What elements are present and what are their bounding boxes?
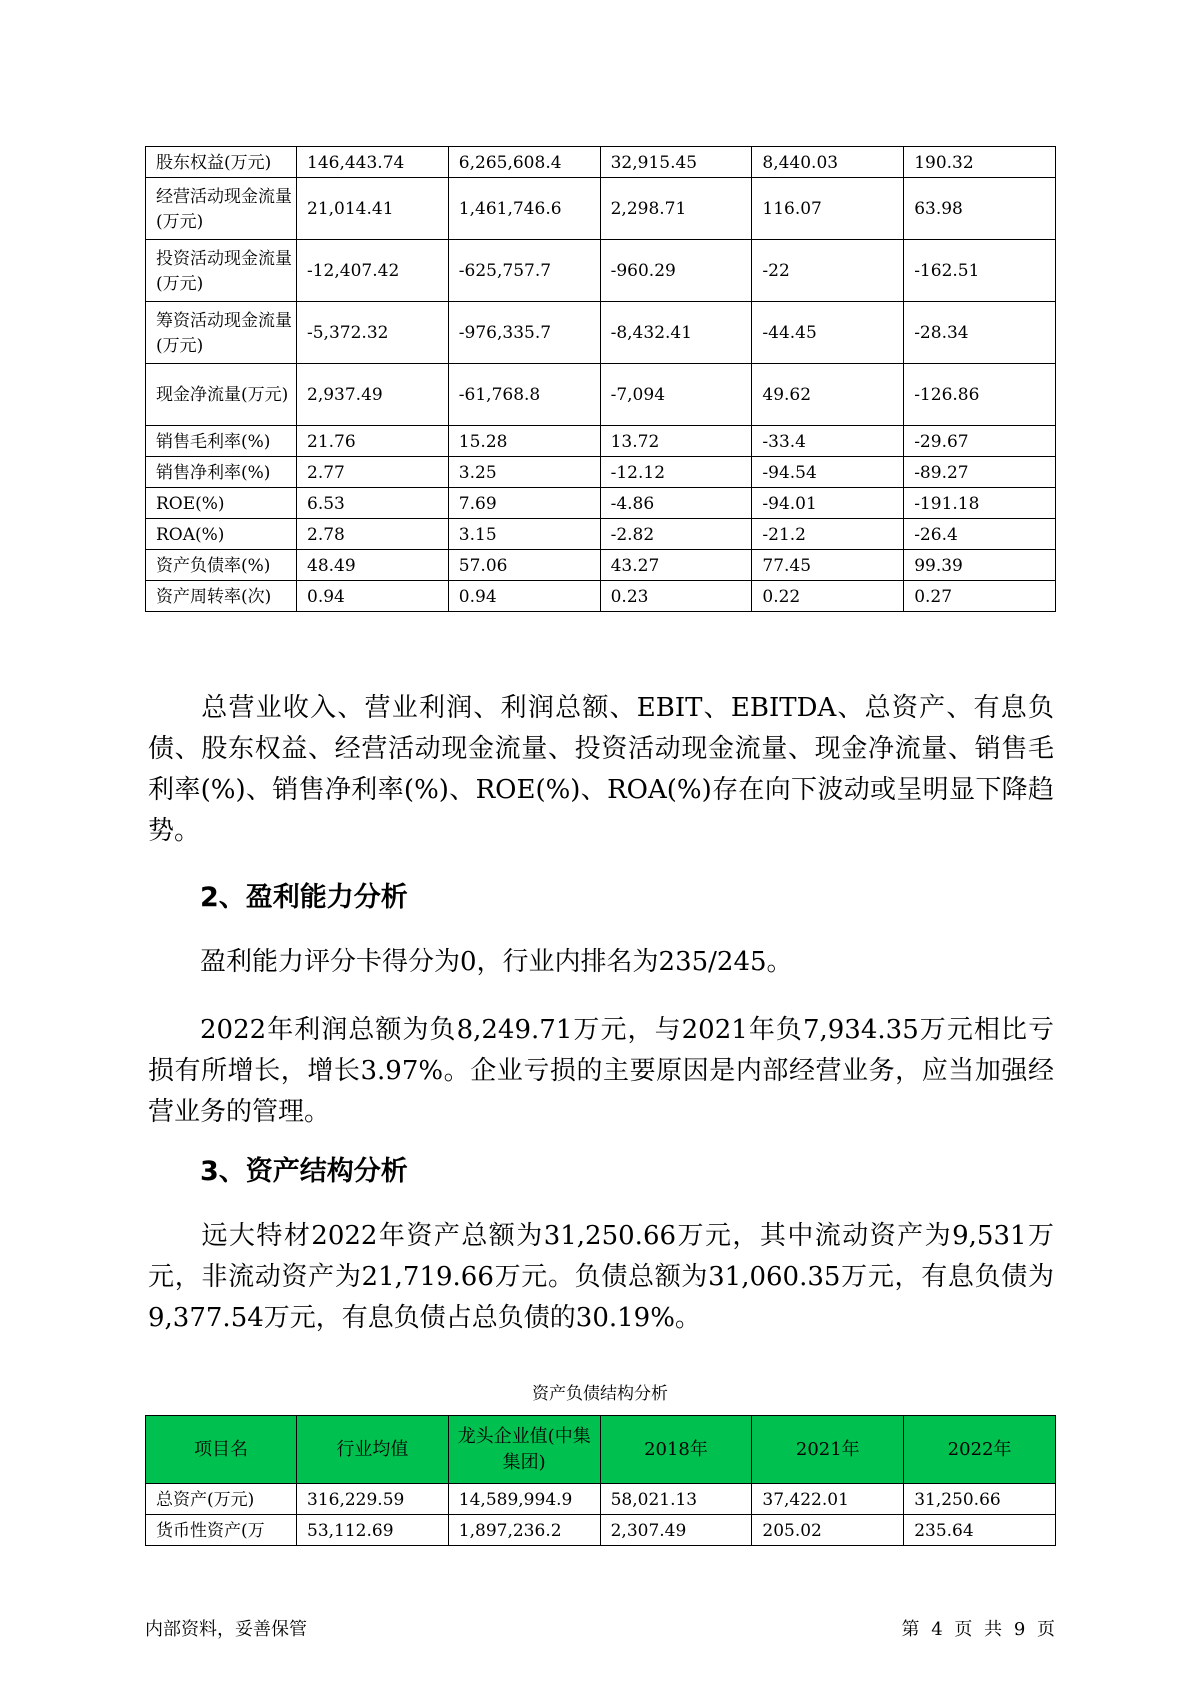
table-cell: -4.86 bbox=[600, 488, 752, 519]
row-label: 资产周转率(次) bbox=[146, 581, 297, 612]
table-cell: 2,307.49 bbox=[600, 1515, 752, 1546]
header-cell: 行业均值 bbox=[297, 1416, 449, 1484]
table-row bbox=[146, 519, 1056, 550]
table-cell: 13.72 bbox=[600, 426, 752, 457]
table-cell: -28.34 bbox=[904, 302, 1056, 364]
table-cell: -12.12 bbox=[600, 457, 752, 488]
balance-structure-table bbox=[145, 1415, 1056, 1546]
table-cell: 316,229.59 bbox=[297, 1484, 449, 1515]
table-cell: 21,014.41 bbox=[297, 178, 449, 240]
table-cell: -89.27 bbox=[904, 457, 1056, 488]
table-row bbox=[146, 581, 1056, 612]
table-cell: -21.2 bbox=[752, 519, 904, 550]
table-cell: 7.69 bbox=[448, 488, 600, 519]
table-cell: 58,021.13 bbox=[600, 1484, 752, 1515]
table-cell: 2,298.71 bbox=[600, 178, 752, 240]
financial-indicator-table bbox=[145, 146, 1056, 612]
table-row bbox=[146, 240, 1056, 302]
financial-indicator-table-body bbox=[146, 147, 1056, 612]
asset-detail-text: 远大特材2022年资产总额为31,250.66万元，其中流动资产为9,531万元，非流动资产为21,719.66万元。负债总额为31,060.35万元，有息负债为9,377.54万元，有息负债占总负债的30.19%。 bbox=[148, 1221, 1054, 1333]
table-cell: -22 bbox=[752, 240, 904, 302]
table-cell: 21.76 bbox=[297, 426, 449, 457]
row-label: ROA(%) bbox=[146, 519, 297, 550]
asset-detail-paragraph bbox=[148, 1216, 1054, 1339]
header-cell: 龙头企业值(中集集团) bbox=[448, 1416, 600, 1484]
table-row bbox=[146, 426, 1056, 457]
table-cell: 14,589,994.9 bbox=[448, 1484, 600, 1515]
table-cell: 235.64 bbox=[904, 1515, 1056, 1546]
table-cell: -61,768.8 bbox=[448, 364, 600, 426]
table-row bbox=[146, 302, 1056, 364]
table-cell: 63.98 bbox=[904, 178, 1056, 240]
table-cell: 2,937.49 bbox=[297, 364, 449, 426]
profit-score-paragraph bbox=[148, 942, 1054, 983]
table-cell: 99.39 bbox=[904, 550, 1056, 581]
table-cell: 15.28 bbox=[448, 426, 600, 457]
profit-analysis-heading: 2、盈利能力分析 bbox=[200, 882, 408, 913]
table-cell: 49.62 bbox=[752, 364, 904, 426]
row-label: 股东权益(万元) bbox=[146, 147, 297, 178]
balance-structure-table-body bbox=[146, 1416, 1056, 1546]
row-label: 货币性资产(万 bbox=[146, 1515, 297, 1546]
footer-page-number: 第 4 页 共 9 页 bbox=[901, 1619, 1055, 1640]
table-cell: 0.27 bbox=[904, 581, 1056, 612]
table-cell: 77.45 bbox=[752, 550, 904, 581]
asset-structure-heading: 3、资产结构分析 bbox=[200, 1156, 408, 1187]
table-cell: 1,897,236.2 bbox=[448, 1515, 600, 1546]
table-cell: -191.18 bbox=[904, 488, 1056, 519]
profit-detail-text: 2022年利润总额为负8,249.71万元，与2021年负7,934.35万元相比亏损有所增长，增长3.97%。企业亏损的主要原因是内部经营业务，应当加强经营业务的管理。 bbox=[148, 1015, 1054, 1127]
row-label: 筹资活动现金流量(万元) bbox=[146, 302, 297, 364]
table-row bbox=[146, 178, 1056, 240]
table-cell: 0.94 bbox=[297, 581, 449, 612]
trend-paragraph-text: 总营业收入、营业利润、利润总额、EBIT、EBITDA、总资产、有息负债、股东权益、经营活动现金流量、投资活动现金流量、现金净流量、销售毛利率(%)、销售净利率(%)、ROE(%)、ROA(%)存在向下波动或呈明显下降趋势。 bbox=[148, 693, 1054, 846]
header-cell: 2021年 bbox=[752, 1416, 904, 1484]
table-cell: 57.06 bbox=[448, 550, 600, 581]
table-row bbox=[146, 488, 1056, 519]
trend-paragraph bbox=[148, 688, 1054, 852]
table-cell: -44.45 bbox=[752, 302, 904, 364]
table-cell: 190.32 bbox=[904, 147, 1056, 178]
table-cell: -94.54 bbox=[752, 457, 904, 488]
table-cell: 37,422.01 bbox=[752, 1484, 904, 1515]
profit-detail-paragraph bbox=[148, 1010, 1054, 1133]
row-label: 总资产(万元) bbox=[146, 1484, 297, 1515]
table-cell: -26.4 bbox=[904, 519, 1056, 550]
footer-confidential-note: 内部资料，妥善保管 bbox=[145, 1619, 307, 1640]
row-label: ROE(%) bbox=[146, 488, 297, 519]
table-caption: 资产负债结构分析 bbox=[532, 1384, 668, 1404]
table-cell: 1,461,746.6 bbox=[448, 178, 600, 240]
row-label: 经营活动现金流量(万元) bbox=[146, 178, 297, 240]
row-label: 投资活动现金流量(万元) bbox=[146, 240, 297, 302]
table-cell: -29.67 bbox=[904, 426, 1056, 457]
table-cell: 43.27 bbox=[600, 550, 752, 581]
table-cell: 6,265,608.4 bbox=[448, 147, 600, 178]
table-row bbox=[146, 1484, 1056, 1515]
row-label: 资产负债率(%) bbox=[146, 550, 297, 581]
table-cell: -8,432.41 bbox=[600, 302, 752, 364]
table-cell: -976,335.7 bbox=[448, 302, 600, 364]
table-cell: -960.29 bbox=[600, 240, 752, 302]
table-cell: 48.49 bbox=[297, 550, 449, 581]
table-cell: -126.86 bbox=[904, 364, 1056, 426]
row-label: 销售净利率(%) bbox=[146, 457, 297, 488]
table-cell: -5,372.32 bbox=[297, 302, 449, 364]
table-header-row bbox=[146, 1416, 1056, 1484]
table-row bbox=[146, 550, 1056, 581]
table-cell: -7,094 bbox=[600, 364, 752, 426]
table-row bbox=[146, 457, 1056, 488]
row-label: 现金净流量(万元) bbox=[146, 364, 297, 426]
profit-score-text: 盈利能力评分卡得分为0，行业内排名为235/245。 bbox=[200, 947, 793, 977]
table-row bbox=[146, 147, 1056, 178]
table-cell: 146,443.74 bbox=[297, 147, 449, 178]
table-cell: 205.02 bbox=[752, 1515, 904, 1546]
table-cell: -12,407.42 bbox=[297, 240, 449, 302]
table-cell: 2.78 bbox=[297, 519, 449, 550]
table-cell: -625,757.7 bbox=[448, 240, 600, 302]
header-cell: 项目名 bbox=[146, 1416, 297, 1484]
table-cell: -94.01 bbox=[752, 488, 904, 519]
table-cell: 3.25 bbox=[448, 457, 600, 488]
table-cell: 0.94 bbox=[448, 581, 600, 612]
table-cell: 0.23 bbox=[600, 581, 752, 612]
table-cell: -162.51 bbox=[904, 240, 1056, 302]
header-cell: 2022年 bbox=[904, 1416, 1056, 1484]
table-cell: 3.15 bbox=[448, 519, 600, 550]
table-cell: 8,440.03 bbox=[752, 147, 904, 178]
table-cell: 32,915.45 bbox=[600, 147, 752, 178]
header-cell: 2018年 bbox=[600, 1416, 752, 1484]
table-cell: -2.82 bbox=[600, 519, 752, 550]
table-cell: -33.4 bbox=[752, 426, 904, 457]
row-label: 销售毛利率(%) bbox=[146, 426, 297, 457]
table-cell: 0.22 bbox=[752, 581, 904, 612]
table-cell: 2.77 bbox=[297, 457, 449, 488]
table-row bbox=[146, 1515, 1056, 1546]
table-cell: 116.07 bbox=[752, 178, 904, 240]
table-cell: 31,250.66 bbox=[904, 1484, 1056, 1515]
table-cell: 6.53 bbox=[297, 488, 449, 519]
table-cell: 53,112.69 bbox=[297, 1515, 449, 1546]
table-row bbox=[146, 364, 1056, 426]
